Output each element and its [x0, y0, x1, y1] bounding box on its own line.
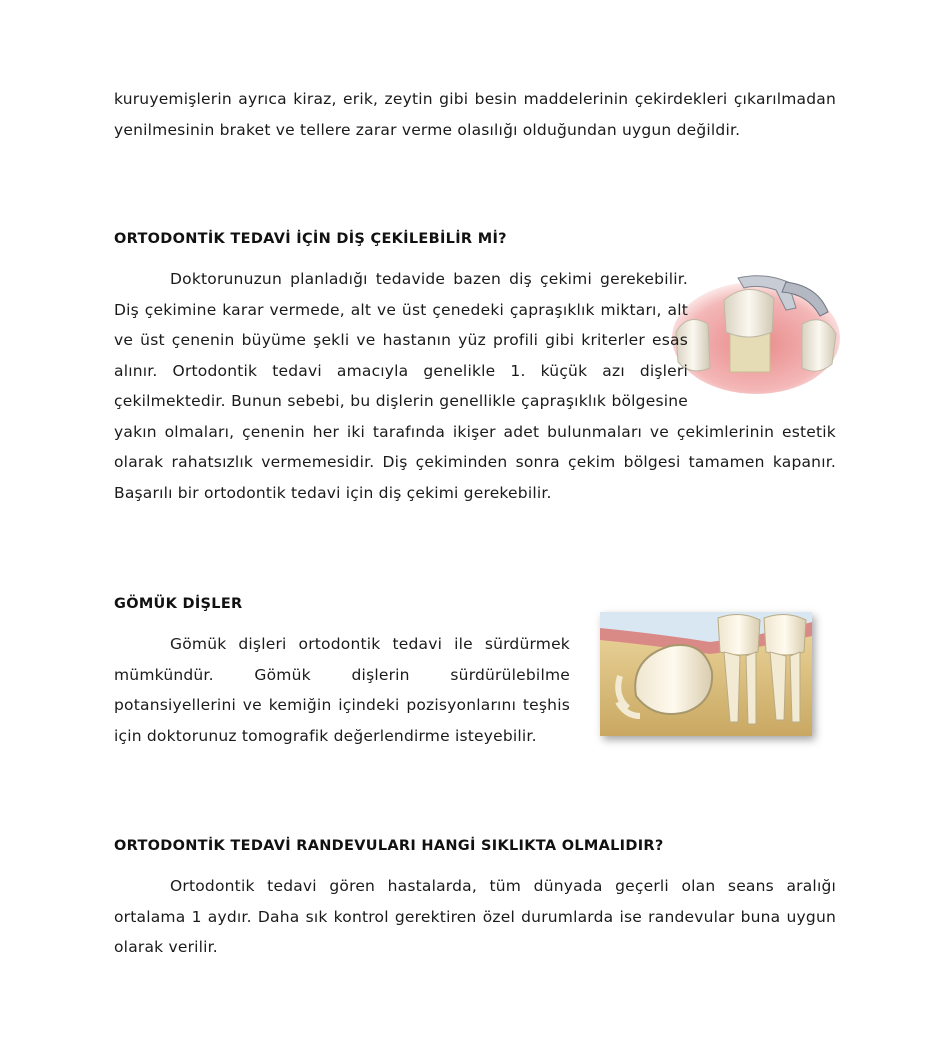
impacted-teeth-heading: GÖMÜK DİŞLER — [114, 596, 243, 612]
tooth-extraction-paragraph — [114, 264, 836, 508]
image-wrap-spacer-2 — [570, 629, 836, 759]
impacted-teeth-paragraph — [114, 629, 836, 759]
appointments-paragraph: Ortodontik tedavi gören hastalarda, tüm dünyada geçerli olan seans aralığı ortalama 1 aydır. Daha sık kontrol gerektiren özel durumlarda ise randevular buna uygun olarak verilir. — [114, 877, 836, 956]
appointments-heading: ORTODONTİK TEDAVİ RANDEVULARI HANGİ SIKLIKTA OLMALIDIR? — [114, 838, 664, 854]
tooth-extraction-text: Doktorunuzun planladığı tedavide bazen diş çekimi gerekebilir. Diş çekimine karar vermede, alt ve üst çenedeki çapraşıklık miktarı, alt ve üst çenenin büyüme şekli ve hastanın yüz profili gibi kriterler esas alınır. Ortodontik tedavi amacıyla genelikle 1. küçük azı dişleri çekilmektedir. Bunun sebebi, bu dişlerin genellikle çapraşıklık bölgesine yakın olmaları, çenenin her iki tarafında ikişer adet bulunmaları ve çekimlerinin estetik olarak rahatsızlık vermemesidir. Diş çekiminden sonra çekim bölgesi tamamen kapanır. Başarılı bir ortodontik tedavi için diş çekimi gerekebilir. — [114, 270, 836, 502]
impacted-teeth-text: Gömük dişleri ortodontik tedavi ile sürdürmek mümkündür. Gömük dişlerin sürdürülebilme potansiyellerini ve kemiğin içindeki pozisyonlarını teşhis için doktorunuz tomografik değerlendirme isteyebilir. — [114, 635, 570, 745]
tooth-extraction-heading: ORTODONTİK TEDAVİ İÇİN DİŞ ÇEKİLEBİLİR Mİ? — [114, 231, 507, 247]
intro-paragraph: kuruyemişlerin ayrıca kiraz, erik, zeytin gibi besin maddelerinin çekirdekleri çıkarılmadan yenilmesinin braket ve tellere zarar verme olasılığı olduğundan uygun değildir. — [114, 90, 836, 139]
image-wrap-spacer — [688, 264, 836, 416]
